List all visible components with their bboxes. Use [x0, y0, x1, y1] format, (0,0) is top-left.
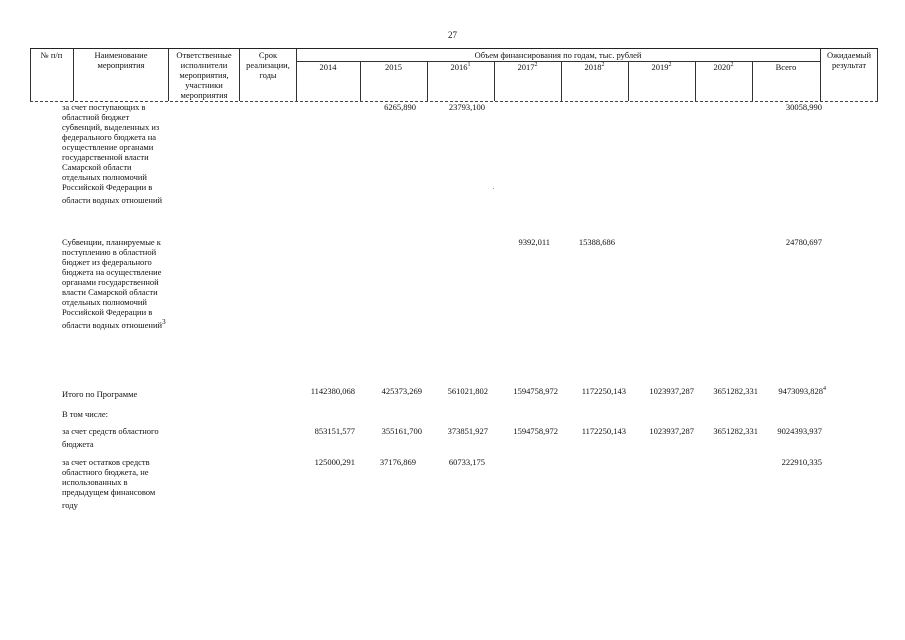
row-value-2016: 561021,802: [447, 386, 488, 396]
header-year-2018: 2018$^2$: [584, 62, 605, 72]
row-label: за счет средств областного бюджета: [62, 426, 159, 449]
row-value-2014: 125000,291: [314, 457, 355, 467]
row-value-2015: 6265,890: [384, 102, 416, 112]
row-label: за счет поступающих в областной бюджет субвенций, выделенных из федерального бюджета на осуществление органами государственной власти Самарской области отдельных полномочий Российской Федерации в области водных отношений: [62, 102, 163, 205]
row-value-2014: 1142380,068: [310, 386, 355, 396]
header-funding: Объем финансирования по годам, тыс. рублей: [474, 50, 642, 60]
header-executors: Ответственные исполнители мероприятия, участники мероприятия: [176, 50, 232, 100]
row-value-2016: 60733,175: [448, 457, 485, 467]
row-value-total: 30058,990: [785, 102, 822, 112]
row-value-total: 24780,697: [785, 237, 822, 247]
row-value-total: 222910,335: [781, 457, 822, 467]
row-value-2015: 355161,700: [381, 426, 422, 436]
header-year-2020: 2020$^2$: [713, 62, 734, 72]
header-year-2016: 2016$^1$: [450, 62, 471, 72]
row-value-2019: 1023937,287: [649, 386, 694, 396]
row-value-2020: 3651282,331: [713, 386, 758, 396]
header-year-2019: 2019$^2$: [651, 62, 672, 72]
row-value-2016: 373851,927: [447, 426, 488, 436]
header-total: Всего: [775, 62, 797, 72]
row-value-2018: 15388,686: [578, 237, 615, 247]
row-value-total: 9473093,828$^4$: [778, 386, 826, 396]
row-value-2015: 37176,869: [379, 457, 416, 467]
row-label: В том числе:: [62, 408, 108, 419]
row-value-2019: 1023937,287: [649, 426, 694, 436]
row-label: за счет остатков средств областного бюджета, не использованных в предыдущем финансовом году: [62, 457, 156, 510]
row-value-2018: 1172250,143: [581, 386, 626, 396]
row-value-2020: 3651282,331: [713, 426, 758, 436]
header-year-2015: 2015: [385, 62, 402, 72]
row-value-2017: 1594758,972: [513, 386, 558, 396]
table-header: [30, 48, 878, 102]
row-value-2017: 9392,011: [518, 237, 550, 247]
header-name: Наименование мероприятия: [94, 50, 148, 70]
header-year-2017: 2017$^2$: [517, 62, 538, 72]
row-label: Итого по Программе: [62, 388, 138, 399]
row-label: Субвенции, планируемые к поступлению в областной бюджет из федерального бюджета на осуществление органами государственной власти Самарской области отдельных полномочий Российской Федерации в области водных отношений$^3$: [62, 237, 166, 330]
row-value-2016: 23793,100: [448, 102, 485, 112]
header-year-2014: 2014: [319, 62, 337, 72]
row-value-total: 9024393,937: [777, 426, 822, 436]
column-divider: [73, 49, 74, 101]
header-num: № п/п: [40, 50, 63, 60]
header-term: Срок реализации, годы: [246, 50, 290, 80]
row-value-2015: 425373,269: [381, 386, 422, 396]
row-value-2017: 1594758,972: [513, 426, 558, 436]
row-value-2014: 853151,577: [314, 426, 355, 436]
page-number: 27: [448, 30, 457, 40]
row-value-2018: 1172250,143: [581, 426, 626, 436]
header-result: Ожидаемый результат: [826, 50, 872, 70]
scan-speck: [493, 188, 494, 189]
